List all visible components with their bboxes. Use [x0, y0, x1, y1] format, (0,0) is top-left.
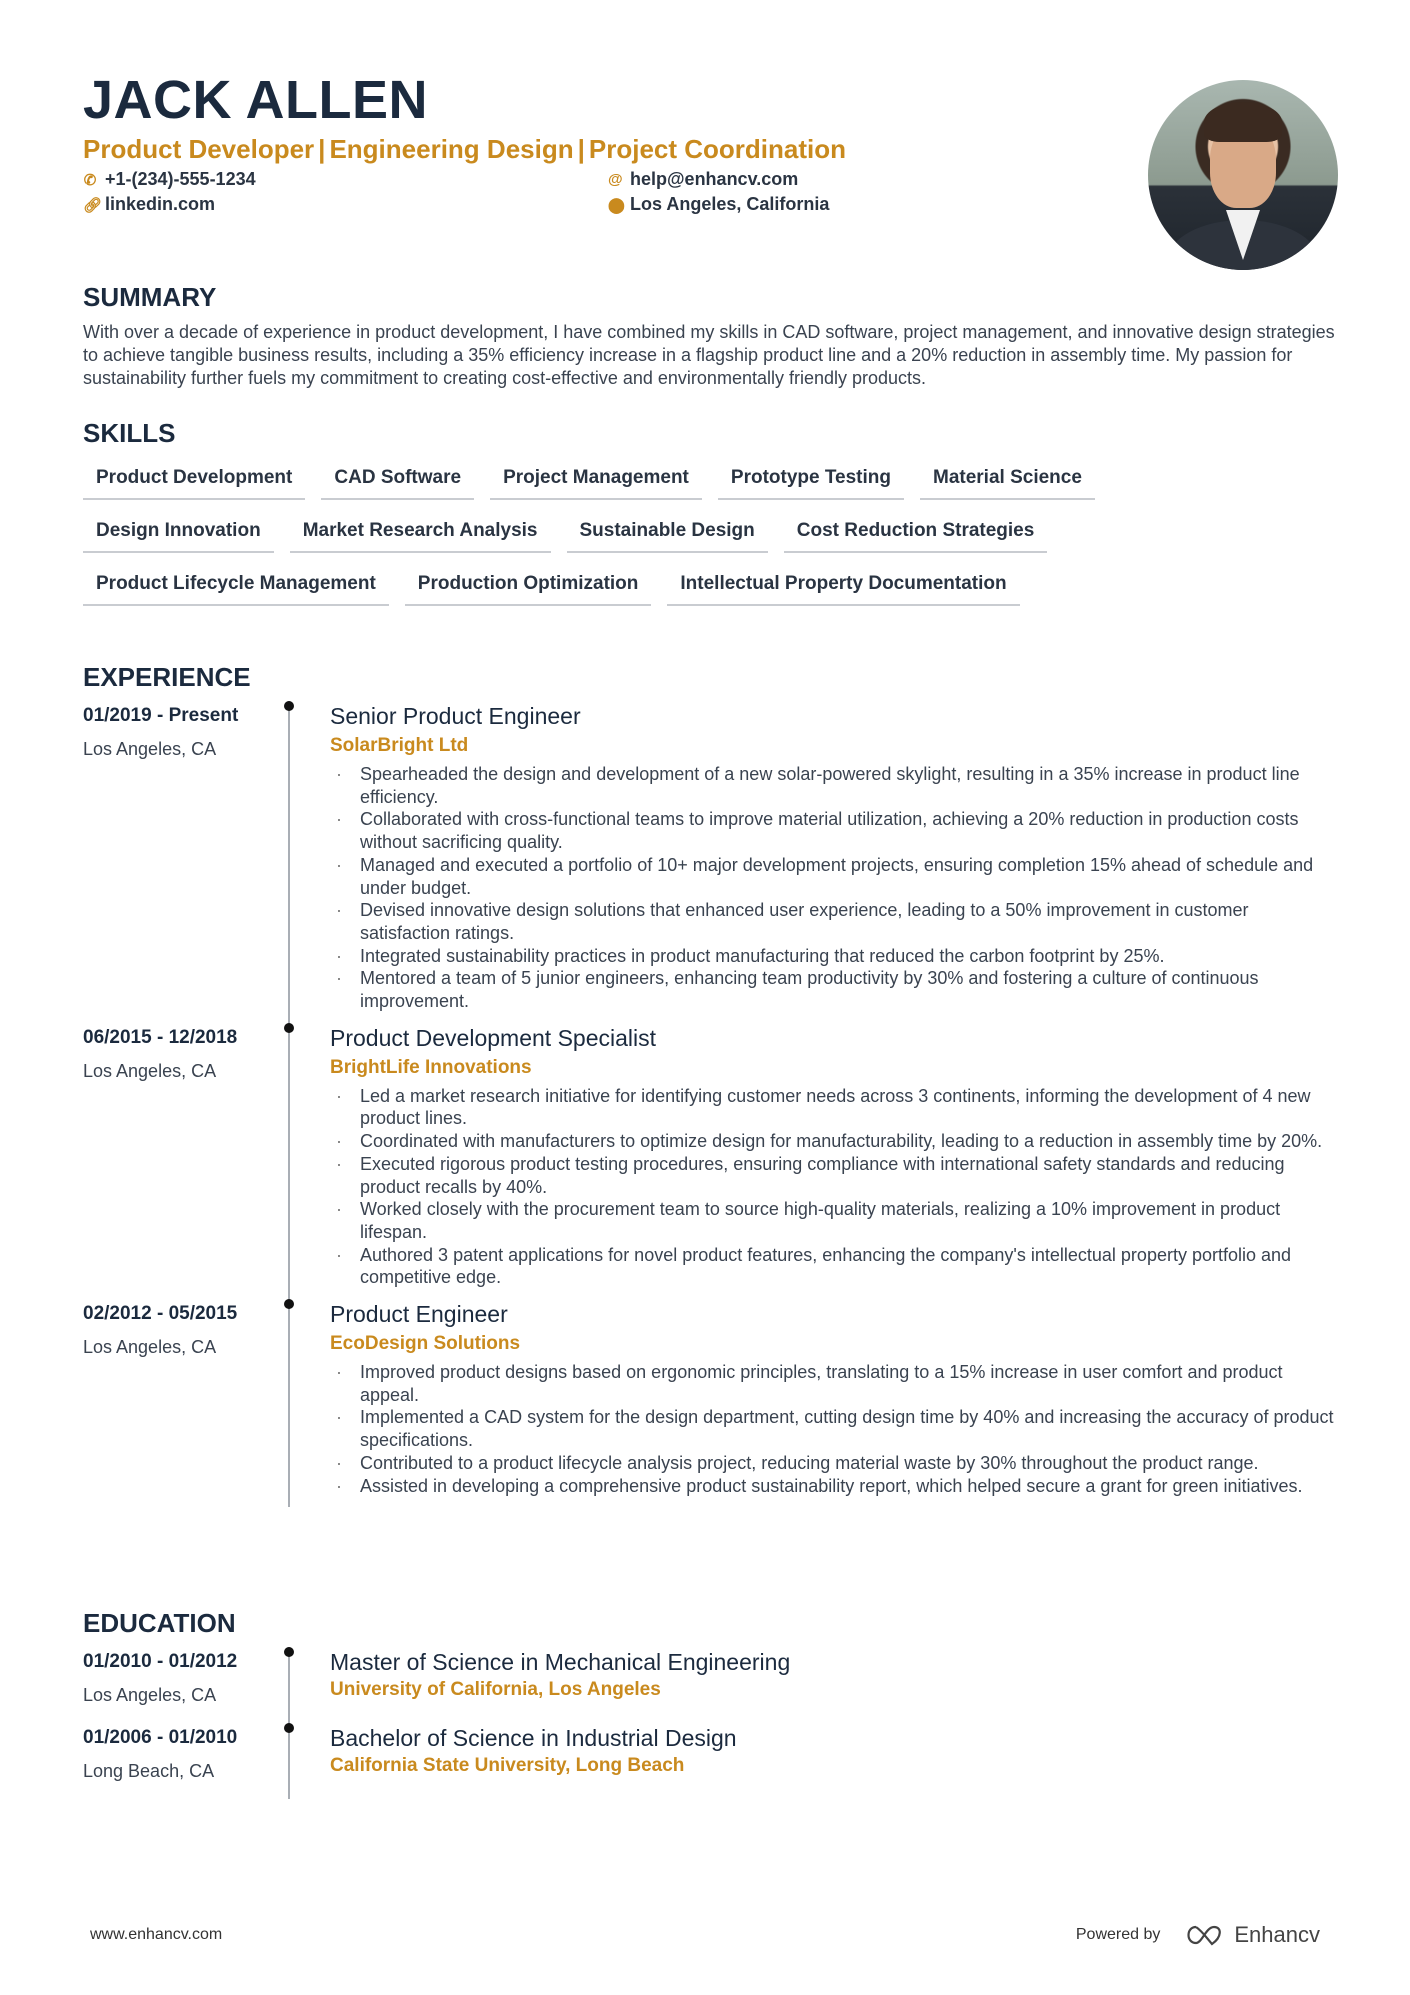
skill-tag: Design Innovation	[83, 510, 274, 553]
entry-location: Los Angeles, CA	[83, 1685, 217, 1705]
skill-tag: CAD Software	[321, 457, 474, 500]
skill-tag: Project Management	[490, 457, 702, 500]
entry-content	[330, 1647, 1341, 1723]
timeline-dot	[284, 1723, 294, 1733]
company-name: SolarBright Ltd	[330, 735, 469, 756]
at-icon: @	[608, 171, 623, 188]
linkedin[interactable]	[83, 194, 608, 215]
achievement-list	[330, 1361, 1341, 1497]
achievement-bullet: · Worked closely with the procurement team to source high-quality materials, realizing a 10% improvement in product lifespan.	[330, 1198, 1341, 1243]
location-pin-icon: ⬤	[608, 196, 625, 214]
phone-text: +1-(234)-555-1234	[105, 169, 256, 189]
entry-meta	[83, 701, 288, 1023]
section-heading: EDUCATION	[83, 1608, 236, 1638]
company-name: EcoDesign Solutions	[330, 1333, 521, 1355]
job-title: Product Development Specialist	[330, 1024, 656, 1051]
skill-tag: Product Development	[83, 457, 305, 500]
entry-content	[330, 701, 1341, 1023]
skill-tag: Market Research Analysis	[290, 510, 551, 553]
job-title: Senior Product Engineer	[330, 703, 581, 729]
skill-tag: Product Lifecycle Management	[83, 563, 389, 606]
skill-tag: Cost Reduction Strategies	[784, 510, 1048, 553]
achievement-bullet: · Managed and executed a portfolio of 10+ major development projects, ensuring completion 15% ahead of schedule and under budget.	[330, 854, 1341, 899]
skill-tag: Material Science	[920, 457, 1095, 500]
entry-meta	[83, 1299, 288, 1507]
link-icon: 🔗︎	[83, 196, 103, 214]
timeline-dot	[284, 1299, 294, 1309]
skill-tag: Sustainable Design	[567, 510, 768, 553]
achievement-bullet: · Mentored a team of 5 junior engineers, enhancing team productivity by 30% and fostering a culture of continuous improvement.	[330, 967, 1341, 1012]
experience-section	[83, 662, 1341, 1507]
separator: |	[318, 134, 326, 164]
entry-location: Los Angeles, CA	[83, 739, 217, 759]
separator: |	[577, 134, 585, 164]
school-name: California State University, Long Beach	[330, 1755, 685, 1776]
powered-by-label: Powered by	[1075, 1926, 1161, 1943]
entry-meta	[83, 1023, 288, 1299]
entry-location: Los Angeles, CA	[83, 1337, 217, 1358]
achievement-bullet: · Authored 3 patent applications for novel product features, enhancing the company's intellectual property portfolio and competitive edge.	[330, 1244, 1341, 1289]
timeline-line	[288, 1299, 290, 1507]
footer	[90, 1922, 1320, 1948]
achievement-bullet: · Improved product designs based on ergonomic principles, translating to a 15% increase in user comfort and product appeal.	[330, 1361, 1341, 1406]
section-heading: SUMMARY	[83, 282, 217, 312]
timeline-line	[288, 1647, 290, 1723]
achievement-bullet: · Contributed to a product lifecycle analysis project, reducing material waste by 30% throughout the product range.	[330, 1452, 1341, 1475]
degree: Bachelor of Science in Industrial Design	[330, 1725, 737, 1751]
achievement-bullet: · Spearheaded the design and development of a new solar-powered skylight, resulting in a 35% increase in product line efficiency.	[330, 763, 1341, 808]
enhancv-logo-icon	[1182, 1923, 1226, 1947]
entry-dates: 02/2012 - 05/2015	[83, 1303, 238, 1325]
candidate-name: JACK ALLEN	[83, 70, 429, 130]
education-entry	[83, 1647, 1341, 1723]
company-name: BrightLife Innovations	[330, 1056, 532, 1078]
location	[608, 194, 1008, 215]
summary-text: With over a decade of experience in product development, I have combined my skills in CAD software, project management, and innovative design strategies to achieve tangible business results, including a 35% efficiency increase in a flagship product line and a 20% reduction in assembly time. My passion for sustainability further fuels my commitment to creating cost-effective and environmentally friendly products.	[83, 322, 1335, 388]
skills-list	[83, 457, 1283, 616]
achievement-bullet: · Devised innovative design solutions that enhanced user experience, leading to a 50% improvement in customer satisfaction ratings.	[330, 899, 1341, 944]
entry-location: Los Angeles, CA	[83, 1060, 217, 1081]
linkedin-link[interactable]: linkedin.com	[105, 194, 216, 214]
entry-meta	[83, 1723, 288, 1799]
timeline-dot	[284, 1647, 294, 1657]
website-link[interactable]: www.enhancv.com	[90, 1926, 223, 1943]
entry-content	[330, 1723, 1341, 1799]
entry-dates: 01/2006 - 01/2010	[83, 1727, 238, 1748]
summary-section	[83, 282, 1341, 390]
education-list	[83, 1647, 1341, 1799]
achievement-bullet: · Collaborated with cross-functional teams to improve material utilization, achieving a 20% reduction in production costs without sacrificing quality.	[330, 808, 1341, 853]
headline-title: Product Developer	[83, 134, 315, 164]
achievement-list	[330, 763, 1341, 1013]
skill-tag: Prototype Testing	[718, 457, 904, 500]
achievement-bullet: · Coordinated with manufacturers to optimize design for manufacturability, leading to a reduction in assembly time by 20%.	[330, 1130, 1341, 1153]
phone	[83, 169, 608, 190]
education-entry	[83, 1723, 1341, 1799]
entry-meta	[83, 1647, 288, 1723]
entry-content	[330, 1023, 1341, 1299]
experience-entry	[83, 1023, 1341, 1299]
timeline-line	[288, 1023, 290, 1299]
experience-list	[83, 701, 1341, 1507]
timeline-dot	[284, 1023, 294, 1033]
entry-dates: 06/2015 - 12/2018	[83, 1026, 238, 1048]
skill-tag: Intellectual Property Documentation	[667, 563, 1019, 606]
headline-title: Project Coordination	[588, 134, 847, 164]
location-text: Los Angeles, California	[630, 194, 830, 214]
degree: Master of Science in Mechanical Engineering	[330, 1649, 791, 1675]
entry-location: Long Beach, CA	[83, 1761, 215, 1781]
timeline-dot	[284, 701, 294, 711]
brand-name: Enhancv	[1234, 1922, 1320, 1947]
email[interactable]	[608, 169, 1008, 190]
achievement-bullet: · Assisted in developing a comprehensive product sustainability report, which helped secure a grant for green initiatives.	[330, 1475, 1341, 1498]
enhancv-logo	[1182, 1922, 1320, 1948]
achievement-bullet: · Executed rigorous product testing procedures, ensuring compliance with international safety standards and reducing product recalls by 40%.	[330, 1153, 1341, 1198]
experience-entry	[83, 701, 1341, 1023]
section-heading: EXPERIENCE	[83, 662, 251, 692]
section-heading: SKILLS	[83, 418, 176, 448]
achievement-bullet: · Led a market research initiative for identifying customer needs across 3 continents, informing the development of 4 new product lines.	[330, 1085, 1341, 1130]
achievement-bullet: · Implemented a CAD system for the design department, cutting design time by 40% and increasing the accuracy of product specifications.	[330, 1406, 1341, 1451]
achievement-bullet: · Integrated sustainability practices in product manufacturing that reduced the carbon footprint by 25%.	[330, 945, 1341, 968]
education-section	[83, 1608, 1341, 1799]
email-text[interactable]: help@enhancv.com	[630, 169, 799, 189]
entry-content	[330, 1299, 1341, 1507]
phone-icon: ✆	[83, 171, 97, 189]
powered-by	[1076, 1922, 1320, 1948]
experience-entry	[83, 1299, 1341, 1507]
skills-section	[83, 418, 1341, 616]
job-title: Product Engineer	[330, 1301, 508, 1328]
skill-tag: Production Optimization	[405, 563, 652, 606]
school-name: University of California, Los Angeles	[330, 1679, 661, 1700]
achievement-list	[330, 1085, 1341, 1289]
timeline-line	[288, 1723, 290, 1799]
headline-title: Engineering Design	[329, 134, 574, 164]
entry-dates: 01/2010 - 01/2012	[83, 1651, 238, 1672]
entry-dates: 01/2019 - Present	[83, 705, 239, 726]
timeline-line	[288, 701, 290, 1023]
profile-photo	[1148, 80, 1338, 270]
